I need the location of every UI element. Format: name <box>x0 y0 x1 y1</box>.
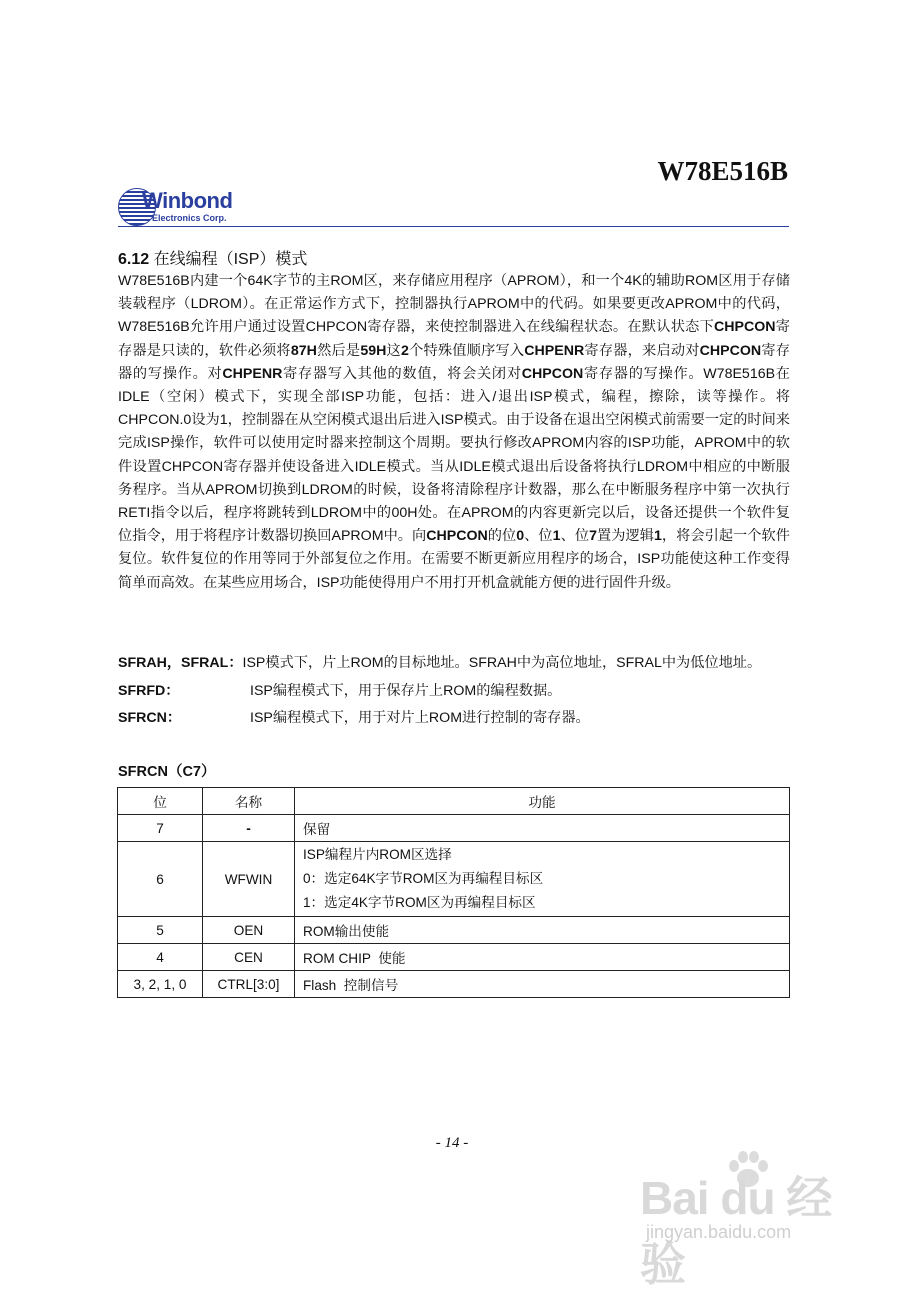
logo-subtitle: Electronics Corp. <box>152 213 227 223</box>
bold-term: 2 <box>400 342 409 359</box>
register-description: ISP模式下，片上ROM的目标地址。SFRAH中为高位地址，SFRAL中为低位地址。 <box>242 655 762 671</box>
table-row <box>118 842 790 917</box>
table-header-row <box>118 788 790 815</box>
cell-name: WFWIN <box>203 842 295 917</box>
winbond-logo <box>118 188 248 228</box>
register-name: SFRCN： <box>118 710 182 726</box>
register-name: SFRAH，SFRAL： <box>118 655 243 671</box>
table-row <box>118 917 790 944</box>
paragraph-text: 寄存器的写操作。对 <box>118 342 790 382</box>
watermark-main-text: Bai du 经验 <box>640 1172 832 1290</box>
bold-term: 1 <box>552 528 561 545</box>
page-number: - 14 - <box>435 1135 469 1151</box>
paragraph-text: 寄存器是只读的，软件必须将 <box>118 319 790 359</box>
register-description: ISP编程模式下，用于保存片上ROM的编程数据。 <box>250 683 562 699</box>
paragraph-text: 、位 <box>524 528 553 545</box>
bold-term: CHPCON <box>426 528 488 545</box>
register-line-sfrah <box>118 652 761 672</box>
bold-term: CHPCON <box>521 365 584 382</box>
function-line: ISP编程片内ROM区选择 <box>303 847 452 862</box>
register-description: ISP编程模式下，用于对片上ROM进行控制的寄存器。 <box>250 710 590 726</box>
table-row <box>118 944 790 971</box>
bold-term: CHPCON <box>699 342 762 359</box>
cell-name: - <box>203 815 295 842</box>
header-name: 名称 <box>203 788 295 815</box>
cell-function: ROM CHIP 使能 <box>295 944 790 971</box>
header-function: 功能 <box>295 788 790 815</box>
paragraph-text: 、位 <box>560 528 590 545</box>
register-line-sfrcn <box>118 707 590 727</box>
table-row <box>118 815 790 842</box>
table-row <box>118 971 790 998</box>
sfrcn-bit-table <box>117 787 790 998</box>
paragraph-text: 寄存器，来启动对 <box>584 342 700 359</box>
cell-bit: 7 <box>118 815 203 842</box>
section-title-text: 在线编程（ISP）模式 <box>153 251 308 268</box>
paragraph-text: 置为逻辑 <box>596 528 654 545</box>
bold-term: 0 <box>516 528 525 545</box>
paragraph-text: 寄存器写入其他的数值，将会关闭对 <box>282 365 522 382</box>
baidu-jingyan-watermark <box>640 1150 860 1290</box>
bold-term: CHPENR <box>222 365 283 382</box>
cell-function: ROM输出使能 <box>295 917 790 944</box>
paragraph-text: 然后是 <box>316 342 361 359</box>
cell-function: 保留 <box>295 815 790 842</box>
bold-term: 1 <box>653 528 662 545</box>
cell-bit: 5 <box>118 917 203 944</box>
function-line: 1：选定4K字节ROM区为再编程目标区 <box>303 895 536 910</box>
function-line: 0：选定64K字节ROM区为再编程目标区 <box>303 871 544 886</box>
paragraph-text: 的位 <box>487 528 517 545</box>
bold-term: 7 <box>589 528 597 545</box>
cell-bit: 4 <box>118 944 203 971</box>
header-divider <box>118 226 789 227</box>
watermark-url: jingyan.baidu.com <box>646 1222 792 1242</box>
paragraph-text: 寄存器的写操作。W78E516B在IDLE（空闲）模式下，实现全部ISP功能，包括：进入/退出ISP模式，编程，擦除，读等操作。将CHPCON.0设为1，控制器在从空闲模式退出后进入ISP模式。由于设备在退出空闲模式前需要一定的时间来完成ISP操作，软件可以使用定时器来控制这个周期。要执行修改APROM内容的ISP功能，APROM中的软件设置CHPCON寄存器并使设备进入IDLE模式。当从IDLE模式退出后设备将执行LDROM中相应的中断服务程序。当从APROM切换到LDROM的时候，设备将清除程序计数器，那么在中断服务程序中第一次执行RETI指令以后，程序将跳转到LDROM中的00H处。在APROM的内容更新完以后，设备还提供一个软件复位指令，用于将程序计数器切换回APROM中。向 <box>118 365 790 545</box>
cell-function <box>295 842 790 917</box>
register-line-sfrfd <box>118 680 562 700</box>
paragraph-text: ，将会引起一个软件复位。软件复位的作用等同于外部复位之作用。在需要不断更新应用程序的场合，ISP功能使这种工作变得简单而高效。在某些应用场合，ISP功能使得用户不用打开机盒就能方便的进行固件升级。 <box>118 528 790 591</box>
section-heading <box>118 246 307 269</box>
paragraph-text: W78E516B内建一个64K字节的主ROM区，来存储应用程序（APROM），和一个4K的辅助ROM区用于存储装载程序（LDROM）。在正常运作方式下，控制器执行APROM中的代码。如果要更改APROM中的代码，W78E516B允许用户通过设置CHPCON寄存器，来使控制器进入在线编程状态。在默认状态下 <box>118 273 790 336</box>
table-caption: SFRCN（C7） <box>118 764 216 780</box>
cell-name: CEN <box>203 944 295 971</box>
header-bit: 位 <box>118 788 203 815</box>
paragraph-text: 个特殊值顺序写入 <box>408 342 525 359</box>
cell-bit: 3, 2, 1, 0 <box>118 971 203 998</box>
cell-function: Flash 控制信号 <box>295 971 790 998</box>
bold-term: 87H <box>290 342 317 359</box>
cell-name: CTRL[3:0] <box>203 971 295 998</box>
section-number: 6.12 <box>118 251 150 268</box>
bold-term: 59H <box>360 342 387 359</box>
register-name: SFRFD： <box>118 683 180 699</box>
paragraph-text: 这 <box>386 342 401 359</box>
cell-bit: 6 <box>118 842 203 917</box>
logo-word: Winbond <box>142 188 233 213</box>
document-title: W78E516B <box>657 156 788 186</box>
isp-description-paragraph <box>118 270 790 595</box>
bold-term: CHPCON <box>714 319 776 336</box>
cell-name: OEN <box>203 917 295 944</box>
bold-term: CHPENR <box>524 342 585 359</box>
